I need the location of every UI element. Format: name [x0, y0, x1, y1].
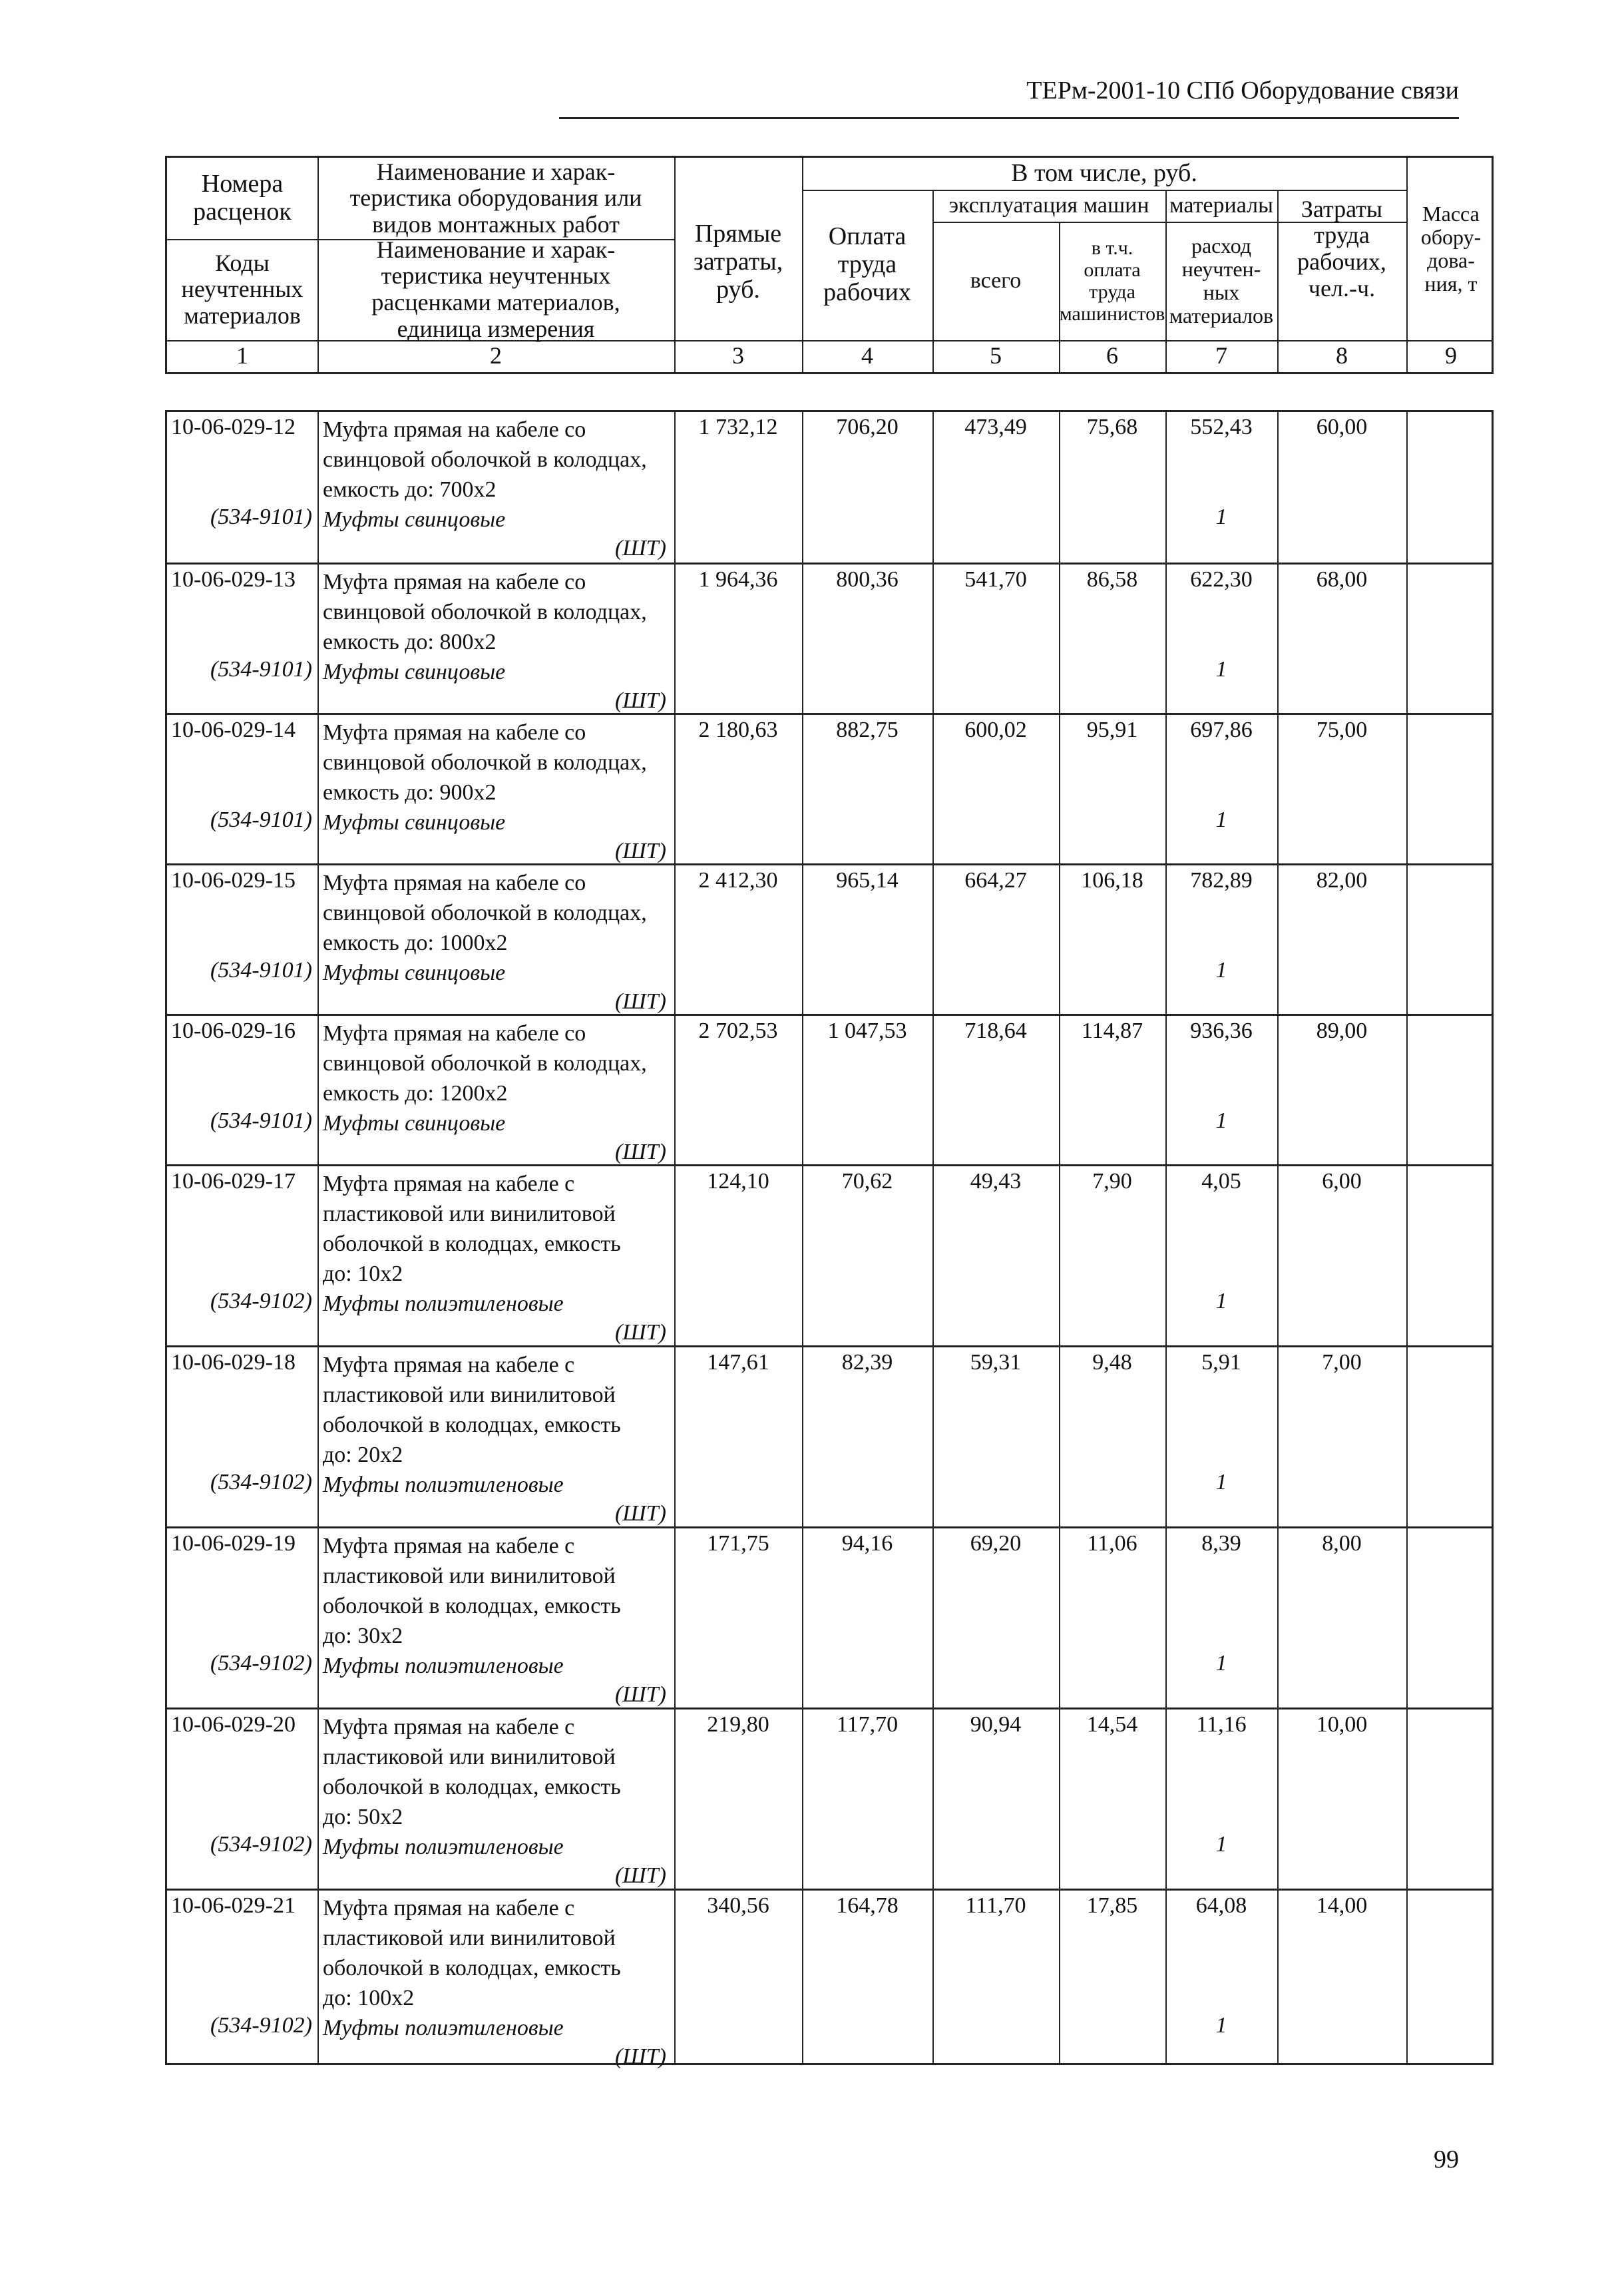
- header-text-line: ных: [1203, 280, 1240, 304]
- material-unit: (ШТ): [614, 1140, 666, 1164]
- work-name-cell: [317, 1891, 674, 2070]
- work-name-line: оболочкой в колодцах, емкость: [323, 1775, 621, 1799]
- value-cell-4: [802, 1016, 932, 1164]
- work-name-line: Муфта прямая на кабеле с: [323, 1172, 575, 1196]
- header-col-number: 8: [1336, 342, 1348, 369]
- value: 1 964,36: [698, 567, 778, 592]
- work-name-line: свинцовой оболочкой в колодцах,: [323, 1051, 647, 1076]
- value: 882,75: [836, 718, 899, 742]
- header-text-line: чел.-ч.: [1308, 274, 1376, 302]
- rate-code: 10-06-029-13: [171, 567, 296, 592]
- value: 600,02: [964, 718, 1027, 742]
- table-row: [167, 563, 1492, 713]
- header-group: В том числе, руб.: [1011, 159, 1197, 188]
- material-unit: (ШТ): [614, 839, 666, 863]
- value-cell-3: [674, 1166, 802, 1345]
- table-row: [167, 1014, 1492, 1164]
- header-direct-costs: [674, 184, 802, 340]
- value-cell-4: [802, 1709, 932, 1889]
- value-cell-7: [1165, 1166, 1277, 1345]
- value: 473,49: [964, 415, 1027, 439]
- value-cell-3: [674, 1709, 802, 1889]
- header-text-line: труда: [1089, 281, 1135, 303]
- material-quantity: 1: [1215, 1108, 1227, 1133]
- value: 718,64: [964, 1019, 1027, 1043]
- rate-code: 10-06-029-19: [171, 1531, 296, 1556]
- rate-code-cell: [167, 1528, 317, 1707]
- header-text-line: Затраты: [1301, 195, 1383, 222]
- work-name-line: оболочкой в колодцах, емкость: [323, 1594, 621, 1618]
- value: 8,00: [1322, 1531, 1362, 1556]
- value-cell-4: [802, 865, 932, 1014]
- header-text-line: рабочих: [823, 278, 911, 306]
- value: 64,08: [1195, 1893, 1247, 1918]
- material-quantity: 1: [1215, 2013, 1227, 2038]
- work-name-line: свинцовой оболочкой в колодцах,: [323, 447, 647, 472]
- value: 68,00: [1316, 567, 1368, 592]
- material-name: Муфты полиэтиленовые: [323, 1835, 564, 1859]
- rate-code: 10-06-029-17: [171, 1169, 296, 1194]
- table-row: [167, 1164, 1492, 1345]
- work-name-line: емкость до: 900х2: [323, 780, 497, 805]
- value-cell-8: [1277, 865, 1406, 1014]
- header-text-line: теристика неучтенных: [381, 262, 611, 290]
- value: 1 732,12: [698, 415, 778, 439]
- header-material-name: [317, 236, 674, 342]
- header-name: [317, 158, 674, 239]
- work-name-cell: [317, 565, 674, 713]
- value-cell-8: [1277, 1528, 1406, 1707]
- header-labor-pay: [802, 190, 932, 340]
- table-row: [167, 1345, 1492, 1526]
- header-text-line: оплата: [1084, 259, 1141, 281]
- work-name-line: пластиковой или винилитовой: [323, 1745, 616, 1769]
- header-col-number: 1: [236, 342, 248, 369]
- value: 89,00: [1316, 1019, 1368, 1043]
- work-name-line: до: 30х2: [323, 1624, 403, 1648]
- value-cell-8: [1277, 412, 1406, 563]
- value: 75,68: [1086, 415, 1138, 439]
- header-text-line: ния, т: [1424, 272, 1478, 296]
- value-cell-7: [1165, 1347, 1277, 1526]
- header-text-line: Наименование и харак-: [376, 236, 616, 263]
- value-cell-8: [1277, 1016, 1406, 1164]
- work-name-line: емкость до: 700х2: [323, 477, 497, 502]
- value: 965,14: [836, 868, 899, 893]
- work-name-line: свинцовой оболочкой в колодцах,: [323, 901, 647, 925]
- value: 622,30: [1190, 567, 1253, 592]
- value: 800,36: [836, 567, 899, 592]
- value: 75,00: [1316, 718, 1368, 742]
- rates-table: [165, 410, 1494, 2069]
- value: 2 180,63: [698, 718, 778, 742]
- material-quantity: 1: [1215, 505, 1227, 529]
- material-unit: (ШТ): [614, 1682, 666, 1707]
- material-name: Муфты полиэтиленовые: [323, 2016, 564, 2040]
- value-cell-4: [802, 1347, 932, 1526]
- header-text-line: видов монтажных работ: [372, 210, 620, 238]
- work-name-line: Муфта прямая на кабеле со: [323, 570, 586, 594]
- work-name-line: свинцовой оболочкой в колодцах,: [323, 750, 647, 775]
- table-header: [165, 156, 1494, 374]
- value: 664,27: [964, 868, 1027, 893]
- value: 49,43: [970, 1169, 1022, 1194]
- value: 7,00: [1322, 1350, 1362, 1375]
- work-name-cell: [317, 715, 674, 863]
- work-name-line: до: 100х2: [323, 1986, 415, 2010]
- work-name-line: до: 50х2: [323, 1805, 403, 1829]
- material-code: (534-9101): [210, 807, 312, 832]
- value-cell-4: [802, 1891, 932, 2070]
- header-text-line: рабочих,: [1297, 248, 1386, 275]
- table-row: [167, 1526, 1492, 1707]
- material-unit: (ШТ): [614, 536, 666, 561]
- value: 17,85: [1086, 1893, 1138, 1918]
- value: 70,62: [841, 1169, 893, 1194]
- rate-code-cell: [167, 865, 317, 1014]
- material-unit: (ШТ): [614, 989, 666, 1014]
- value: 69,20: [970, 1531, 1022, 1556]
- header-text-line: дова-: [1427, 248, 1475, 272]
- value: 219,80: [707, 1712, 769, 1737]
- work-name-line: емкость до: 1200х2: [323, 1081, 508, 1106]
- value-cell-3: [674, 715, 802, 863]
- header-col-number: 9: [1445, 342, 1457, 369]
- work-name-cell: [317, 1347, 674, 1526]
- value: 8,39: [1201, 1531, 1241, 1556]
- header-text-line: Оплата: [828, 222, 907, 251]
- header-machines: эксплуатация машин: [948, 193, 1149, 218]
- work-name-line: пластиковой или винилитовой: [323, 1383, 616, 1407]
- value: 59,31: [970, 1350, 1022, 1375]
- material-name: Муфты свинцовые: [323, 961, 506, 985]
- value: 9,48: [1092, 1350, 1132, 1375]
- value-cell-7: [1165, 715, 1277, 863]
- work-name-line: Муфта прямая на кабеле со: [323, 1021, 586, 1046]
- rate-code: 10-06-029-12: [171, 415, 296, 439]
- value: 114,87: [1081, 1019, 1143, 1043]
- material-name: Муфты полиэтиленовые: [323, 1473, 564, 1497]
- header-text-line: расценками материалов,: [371, 289, 620, 316]
- header-text-line: расход: [1191, 233, 1252, 258]
- header-text-line: Прямые: [694, 220, 782, 248]
- value-cell-3: [674, 1016, 802, 1164]
- value-cell-8: [1277, 565, 1406, 713]
- header-col-number: 6: [1106, 342, 1118, 369]
- header-col-number: 7: [1215, 342, 1227, 369]
- work-name-line: Муфта прямая на кабеле с: [323, 1534, 575, 1558]
- value: 340,56: [707, 1893, 769, 1918]
- rate-code-cell: [167, 412, 317, 563]
- material-code: (534-9101): [210, 505, 312, 529]
- value-cell-4: [802, 1166, 932, 1345]
- value-cell-6: [1059, 565, 1165, 713]
- value-cell-5: [932, 865, 1059, 1014]
- work-name-line: до: 10х2: [323, 1261, 403, 1286]
- value-cell-6: [1059, 1709, 1165, 1889]
- value: 782,89: [1190, 868, 1253, 893]
- value-cell-7: [1165, 565, 1277, 713]
- header-col-number: 2: [490, 342, 502, 369]
- material-code: (534-9102): [210, 2013, 312, 2038]
- material-quantity: 1: [1215, 1651, 1227, 1676]
- header-text-line: Коды: [215, 249, 270, 276]
- rate-code: 10-06-029-18: [171, 1350, 296, 1375]
- value-cell-6: [1059, 715, 1165, 863]
- material-code: (534-9102): [210, 1289, 312, 1313]
- header-materials: материалы: [1169, 193, 1273, 218]
- value-cell-5: [932, 1347, 1059, 1526]
- work-name-cell: [317, 1528, 674, 1707]
- rate-code: 10-06-029-14: [171, 718, 296, 742]
- value-cell-3: [674, 565, 802, 713]
- work-name-cell: [317, 1709, 674, 1889]
- value: 2 702,53: [698, 1019, 778, 1043]
- value: 6,00: [1322, 1169, 1362, 1194]
- header-text-line: в т.ч.: [1091, 237, 1133, 259]
- rate-code-cell: [167, 565, 317, 713]
- header-col-number: 5: [990, 342, 1002, 369]
- value: 541,70: [964, 567, 1027, 592]
- value: 2 412,30: [698, 868, 778, 893]
- header-machinist-pay: [1059, 222, 1165, 340]
- work-name-line: оболочкой в колодцах, емкость: [323, 1956, 621, 1980]
- value-cell-3: [674, 865, 802, 1014]
- work-name-cell: [317, 865, 674, 1014]
- material-unit: (ШТ): [614, 2044, 666, 2069]
- material-unit: (ШТ): [614, 1863, 666, 1888]
- value-cell-6: [1059, 412, 1165, 563]
- work-name-line: Муфта прямая на кабеле со: [323, 871, 586, 895]
- work-name-line: пластиковой или винилитовой: [323, 1564, 616, 1588]
- value: 936,36: [1190, 1019, 1253, 1043]
- value-cell-5: [932, 565, 1059, 713]
- value: 111,70: [965, 1893, 1026, 1918]
- value-cell-7: [1165, 412, 1277, 563]
- rate-code: 10-06-029-20: [171, 1712, 296, 1737]
- value-cell-6: [1059, 1891, 1165, 2070]
- table-row: [167, 1889, 1492, 2070]
- rate-code-cell: [167, 1347, 317, 1526]
- work-name-cell: [317, 412, 674, 563]
- value-cell-5: [932, 1891, 1059, 2070]
- value-cell-6: [1059, 1166, 1165, 1345]
- work-name-line: Муфта прямая на кабеле с: [323, 1715, 575, 1739]
- material-name: Муфты свинцовые: [323, 810, 506, 835]
- rate-code-cell: [167, 1891, 317, 2070]
- material-unit: (ШТ): [614, 1320, 666, 1345]
- material-name: Муфты полиэтиленовые: [323, 1654, 564, 1678]
- material-code: (534-9101): [210, 958, 312, 983]
- value: 86,58: [1086, 567, 1138, 592]
- material-quantity: 1: [1215, 1832, 1227, 1857]
- value: 5,91: [1201, 1350, 1241, 1375]
- header-rule: [559, 117, 1459, 119]
- header-text-line: Масса: [1422, 201, 1480, 226]
- value-cell-6: [1059, 1016, 1165, 1164]
- value-cell-8: [1277, 715, 1406, 863]
- value-cell-3: [674, 1891, 802, 2070]
- header-labor-hours: [1277, 158, 1406, 340]
- value-cell-8: [1277, 1166, 1406, 1345]
- header-text-line: неучтен-: [1181, 256, 1261, 281]
- material-unit: (ШТ): [614, 1501, 666, 1526]
- value: 11,16: [1196, 1712, 1247, 1737]
- value-cell-7: [1165, 1709, 1277, 1889]
- value: 706,20: [836, 415, 899, 439]
- value-cell-3: [674, 1347, 802, 1526]
- material-quantity: 1: [1215, 807, 1227, 832]
- value: 7,90: [1092, 1169, 1132, 1194]
- header-text-line: неучтенных: [181, 276, 304, 303]
- work-name-line: до: 20х2: [323, 1443, 403, 1467]
- header-text-line: единица измерения: [397, 315, 595, 342]
- header-text-line: машинистов: [1059, 303, 1165, 325]
- work-name-line: Муфта прямая на кабеле с: [323, 1896, 575, 1921]
- work-name-line: емкость до: 800х2: [323, 630, 497, 654]
- rate-code: 10-06-029-21: [171, 1893, 296, 1918]
- header-equipment-mass: [1406, 158, 1496, 340]
- value-cell-5: [932, 1016, 1059, 1164]
- value: 14,54: [1086, 1712, 1138, 1737]
- value-cell-6: [1059, 1528, 1165, 1707]
- value: 164,78: [836, 1893, 899, 1918]
- work-name-line: Муфта прямая на кабеле с: [323, 1353, 575, 1377]
- value-cell-5: [932, 1166, 1059, 1345]
- header-col-number: 3: [732, 342, 744, 369]
- value-cell-3: [674, 412, 802, 563]
- value-cell-7: [1165, 1016, 1277, 1164]
- header-text-line: труда: [837, 250, 897, 279]
- value-cell-5: [932, 1709, 1059, 1889]
- work-name-cell: [317, 1016, 674, 1164]
- rate-code: 10-06-029-15: [171, 868, 296, 893]
- value: 94,16: [841, 1531, 893, 1556]
- value: 697,86: [1190, 718, 1253, 742]
- table-row: [167, 412, 1492, 563]
- work-name-line: оболочкой в колодцах, емкость: [323, 1413, 621, 1437]
- material-name: Муфты свинцовые: [323, 1111, 506, 1136]
- header-text-line: труда: [1314, 222, 1370, 249]
- rate-code: 10-06-029-16: [171, 1019, 296, 1043]
- header-text-line: теристика оборудования или: [349, 184, 642, 212]
- value: 82,39: [841, 1350, 893, 1375]
- material-name: Муфты свинцовые: [323, 507, 506, 532]
- value-cell-3: [674, 1528, 802, 1707]
- header-text-line: Номера: [201, 170, 284, 198]
- header-col-number: 4: [861, 342, 873, 369]
- value-cell-6: [1059, 1347, 1165, 1526]
- value-cell-4: [802, 1528, 932, 1707]
- header-rate-number: [167, 158, 317, 239]
- value-cell-5: [932, 412, 1059, 563]
- value-cell-8: [1277, 1891, 1406, 2070]
- header-material-usage: [1165, 222, 1277, 340]
- header-text-line: руб.: [716, 275, 760, 304]
- value: 1 047,53: [827, 1019, 907, 1043]
- work-name-line: оболочкой в колодцах, емкость: [323, 1232, 621, 1256]
- value-cell-7: [1165, 865, 1277, 1014]
- header-text-line: расценок: [193, 198, 292, 226]
- work-name-line: емкость до: 1000х2: [323, 931, 508, 955]
- material-code: (534-9101): [210, 657, 312, 682]
- material-name: Муфты полиэтиленовые: [323, 1291, 564, 1316]
- value: 124,10: [707, 1169, 769, 1194]
- value: 4,05: [1201, 1169, 1241, 1194]
- value-cell-8: [1277, 1709, 1406, 1889]
- rate-code-cell: [167, 1166, 317, 1345]
- rate-code-cell: [167, 1016, 317, 1164]
- value: 14,00: [1316, 1893, 1368, 1918]
- table-row: [167, 1707, 1492, 1889]
- value: 147,61: [707, 1350, 769, 1375]
- work-name-line: свинцовой оболочкой в колодцах,: [323, 600, 647, 624]
- material-quantity: 1: [1215, 657, 1227, 682]
- material-code: (534-9101): [210, 1108, 312, 1133]
- material-code: (534-9102): [210, 1651, 312, 1676]
- value-cell-6: [1059, 865, 1165, 1014]
- value: 95,91: [1086, 718, 1138, 742]
- value-cell-4: [802, 715, 932, 863]
- value-cell-7: [1165, 1528, 1277, 1707]
- header-text-line: Наименование и харак-: [376, 158, 616, 185]
- value: 171,75: [707, 1531, 769, 1556]
- value: 11,06: [1087, 1531, 1137, 1556]
- value-cell-7: [1165, 1891, 1277, 2070]
- rate-code-cell: [167, 1709, 317, 1889]
- value-cell-5: [932, 1528, 1059, 1707]
- value-cell-5: [932, 715, 1059, 863]
- page-number: 99: [1434, 2146, 1459, 2173]
- work-name-cell: [317, 1166, 674, 1345]
- value: 552,43: [1190, 415, 1253, 439]
- header-text-line: материалов: [184, 302, 301, 329]
- value: 82,00: [1316, 868, 1368, 893]
- material-code: (534-9102): [210, 1832, 312, 1857]
- value: 60,00: [1316, 415, 1368, 439]
- header-material-codes: [167, 239, 317, 340]
- table-row: [167, 713, 1492, 863]
- material-quantity: 1: [1215, 1289, 1227, 1313]
- value-cell-8: [1277, 1347, 1406, 1526]
- header-text-line: затраты,: [693, 248, 783, 276]
- header-machines-total: всего: [970, 268, 1022, 294]
- header-text-line: материалов: [1169, 304, 1274, 328]
- running-header: ТЕРм-2001-10 СПб Оборудование связи: [1026, 77, 1459, 105]
- value: 90,94: [970, 1712, 1022, 1737]
- work-name-line: Муфта прямая на кабеле со: [323, 417, 586, 442]
- material-quantity: 1: [1215, 1470, 1227, 1494]
- work-name-line: Муфта прямая на кабеле со: [323, 720, 586, 745]
- work-name-line: пластиковой или винилитовой: [323, 1202, 616, 1226]
- work-name-line: пластиковой или винилитовой: [323, 1926, 616, 1950]
- value: 106,18: [1081, 868, 1143, 893]
- value: 10,00: [1316, 1712, 1368, 1737]
- material-name: Муфты свинцовые: [323, 660, 506, 684]
- value-cell-4: [802, 565, 932, 713]
- value-cell-4: [802, 412, 932, 563]
- rate-code-cell: [167, 715, 317, 863]
- header-text-line: обору-: [1420, 224, 1482, 249]
- material-unit: (ШТ): [614, 688, 666, 713]
- value: 117,70: [836, 1712, 899, 1737]
- material-code: (534-9102): [210, 1470, 312, 1494]
- table-row: [167, 863, 1492, 1014]
- material-quantity: 1: [1215, 958, 1227, 983]
